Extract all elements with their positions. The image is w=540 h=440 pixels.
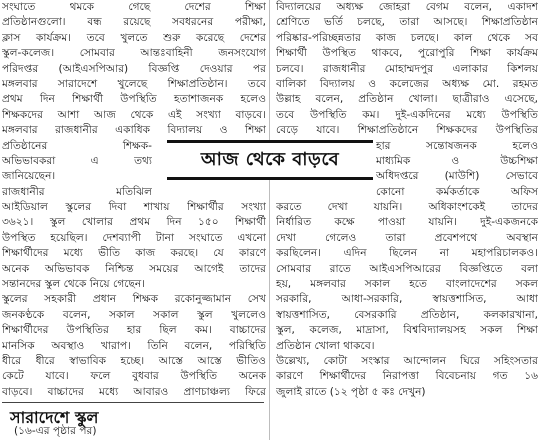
article-line: তবে উপস্থিতি কম। দুই-একদিনের মধ্যে উপস্থিতি	[276, 108, 538, 121]
article-line: জুলাই রাতে (১২ পৃষ্ঠা ৫ কঃ দেখুন)	[276, 385, 426, 398]
left-article-column	[2, 0, 266, 400]
article-line: শিক্ষার্থী উপস্থিত থাকবে, পুরোপুরি শিক্ষা কার্যক্রম	[276, 47, 538, 60]
article-line: উল্লেখ্য, কোটা সংস্কার আন্দোলন ঘিরে সহিংসতার	[276, 354, 538, 367]
article-line: রাজধানীর মতিঝিল	[2, 185, 152, 198]
article-line: শ্রেণিতে ভর্তি চলছে, তারা আসছে। শিক্ষাপ্রতিষ্ঠান	[276, 16, 538, 29]
article-line: প্রতিষ্ঠানগুলো। বন্ধ রয়েছে সবধরনের পরীক্ষা,	[2, 16, 266, 29]
article-line: বাড়বে। বাচ্চাদের মধ্যে আবারও প্রাণচাঞ্চল্য ফিরে	[2, 385, 266, 398]
article-line: জানিয়েছেন।	[2, 170, 56, 183]
pull-headline	[167, 140, 373, 180]
article-line: প্রতিষ্ঠানের শিক্ষক-	[2, 139, 152, 152]
article-line: কেটে যাবে। ফলে বুধবার উপস্থিতি অনেক	[2, 370, 266, 383]
article-line: ৩৬২১। স্কুল খোলার প্রথম দিন ১৫০ শিক্ষার্থী	[2, 216, 266, 229]
article-line: স্বায়ত্তশাসিত, বেসরকারি প্রতিষ্ঠান, কলকারখানা,	[276, 308, 538, 321]
article-line: দেখা গেলেও তারা প্রবেশপথে অবস্থান	[276, 231, 538, 244]
article-line: হয়, মঙ্গলবার সকাল হতে বাংলাদেশের সকল	[276, 278, 538, 291]
article-line: চলবে। রাজধানীর মোহাম্মদপুর এলাকার কিশলয়	[276, 62, 538, 75]
article-line: আইডিয়াল স্কুলের দিবা শাখায় শিক্ষার্থীর সংখ্যা	[2, 201, 266, 214]
article-line: শিক্ষার্থীদের মধ্যে ভীতি কাজ করছে। যে কারণে	[2, 247, 266, 260]
article-line: মঙ্গলবার সারাদেশে খুলেছে শিক্ষাপ্রতিষ্ঠান। তবে	[2, 77, 266, 90]
article-line: করতে দেখা যায়নি। অধিকাংশকেই তাদের	[276, 201, 538, 214]
article-line: শিক্ষকদের আশা আজ থেকে এই সংখ্যা বাড়বে।	[2, 108, 266, 121]
article-line: সংঘাতে থমকে গেছে দেশের শিক্ষা	[2, 1, 266, 13]
article-line: বেড়ে যাবে। শিক্ষাপ্রতিষ্ঠানে শিক্ষকদের উপস্থিতির	[276, 124, 538, 137]
article-line: প্রথম দিন শিক্ষার্থী উপস্থিতি হতাশাজনক হলেও	[2, 93, 266, 106]
article-line: নির্ধারিত কক্ষে পাওয়া যায়নি। দুই-একজনকে	[276, 216, 538, 229]
article-line: জনকণ্ঠকে বলেন, সকাল সকাল স্কুল খুললেও	[2, 308, 266, 321]
article-line: পরিদপ্তর (আইএসপিআর) বিজ্ঞপ্তি দেওয়ার পর	[2, 62, 266, 75]
article-line: ধীরে ধীরে স্বাভাবিক হচ্ছে। আস্তে আস্তে ভীতিও	[2, 354, 266, 367]
section-title: সারাদেশে স্কুল	[10, 408, 99, 427]
article-line: স্কুল, কলেজ, মাদ্রাসা, বিশ্ববিদ্যালয়সহ সকল শিক্ষা	[276, 324, 538, 337]
right-article-column	[276, 0, 538, 400]
article-line: সন্তানদের স্কুল থেকে নিয়ে গেছেন।	[2, 278, 146, 291]
article-line: করছিলেন। এদিন ছিলেন না মহাপরিচালকও।	[276, 247, 538, 260]
section-rule	[2, 402, 264, 403]
article-line: সোমবার রাতে আইএসপিআরের বিজ্ঞপ্তিতে বলা	[276, 262, 538, 275]
article-line: কোনো কর্মকর্তাকে অফিস	[376, 185, 538, 198]
section-continuation: (১৬-এর পৃষ্ঠার পর)	[14, 425, 97, 437]
article-line: ক্লাস কার্যক্রম। তবে খুলতে শুরু করেছে দেশের	[2, 31, 266, 44]
article-line: মাধ্যমিক ও উচ্চশিক্ষা	[376, 154, 538, 167]
article-line: উপস্থিত হয়েছিল। দেশব্যাপী টানা সংঘাতে এখনো	[2, 231, 266, 244]
article-line: পরিষ্কার-পরিচ্ছন্নতার কাজ চলছে। কাল থেকে সব	[276, 31, 538, 44]
article-line: অভিভাবকরা এ তথ্য	[2, 154, 152, 167]
article-line: প্রতিষ্ঠান খোলা থাকবে।	[276, 339, 375, 352]
article-line: স্কুলের সহকারী প্রধান শিক্ষক রকোনুজ্জামান সেখ	[2, 293, 266, 306]
article-line: বালিকা বিদ্যালয় ও কলেজের অধ্যক্ষ মো. রহমত	[276, 77, 538, 90]
article-line: কারণে শিক্ষার্থীদের নিরাপত্তা বিবেচনায় গত ১৬	[276, 370, 538, 383]
article-line: শিক্ষার্থীদের উপস্থিতির হার ছিল কম। বাচ্চাদের	[2, 324, 266, 337]
article-line: হার সন্তোষজনক হলেও	[376, 139, 538, 152]
article-line: স্কুল-কলেজ। সোমবার আন্তঃবাহিনী জনসংযোগ	[2, 47, 266, 60]
column-divider	[269, 0, 270, 440]
article-line: মানসিক অবস্থাও খারাপ। তিনি বলেন, পরিস্থিতি	[2, 339, 266, 352]
article-line: বিদ্যালয়ের অধ্যক্ষ জোহরা বেগম বলেন, একাদশ	[276, 1, 538, 13]
article-line: উল্লাহ বলেন, প্রতিষ্ঠান খোলা। ছাত্রীরাও এসেছে,	[276, 93, 538, 106]
article-line: মঙ্গলবার রাজধানীর একাধিক বিদ্যালয় ও শিক্ষা	[2, 124, 266, 137]
pull-headline-text: আজ থেকে বাড়বে	[200, 148, 340, 170]
article-line: অনেক অভিভাবক নিশ্চিন্ত সময়ের আগেই তাদের	[2, 262, 266, 275]
article-line: সরকারি, আধা-সরকারি, স্বায়ত্তশাসিত, আধা	[276, 293, 538, 306]
article-line: অধিদপ্তরে (মাউশি) সেভাবে	[376, 170, 538, 183]
